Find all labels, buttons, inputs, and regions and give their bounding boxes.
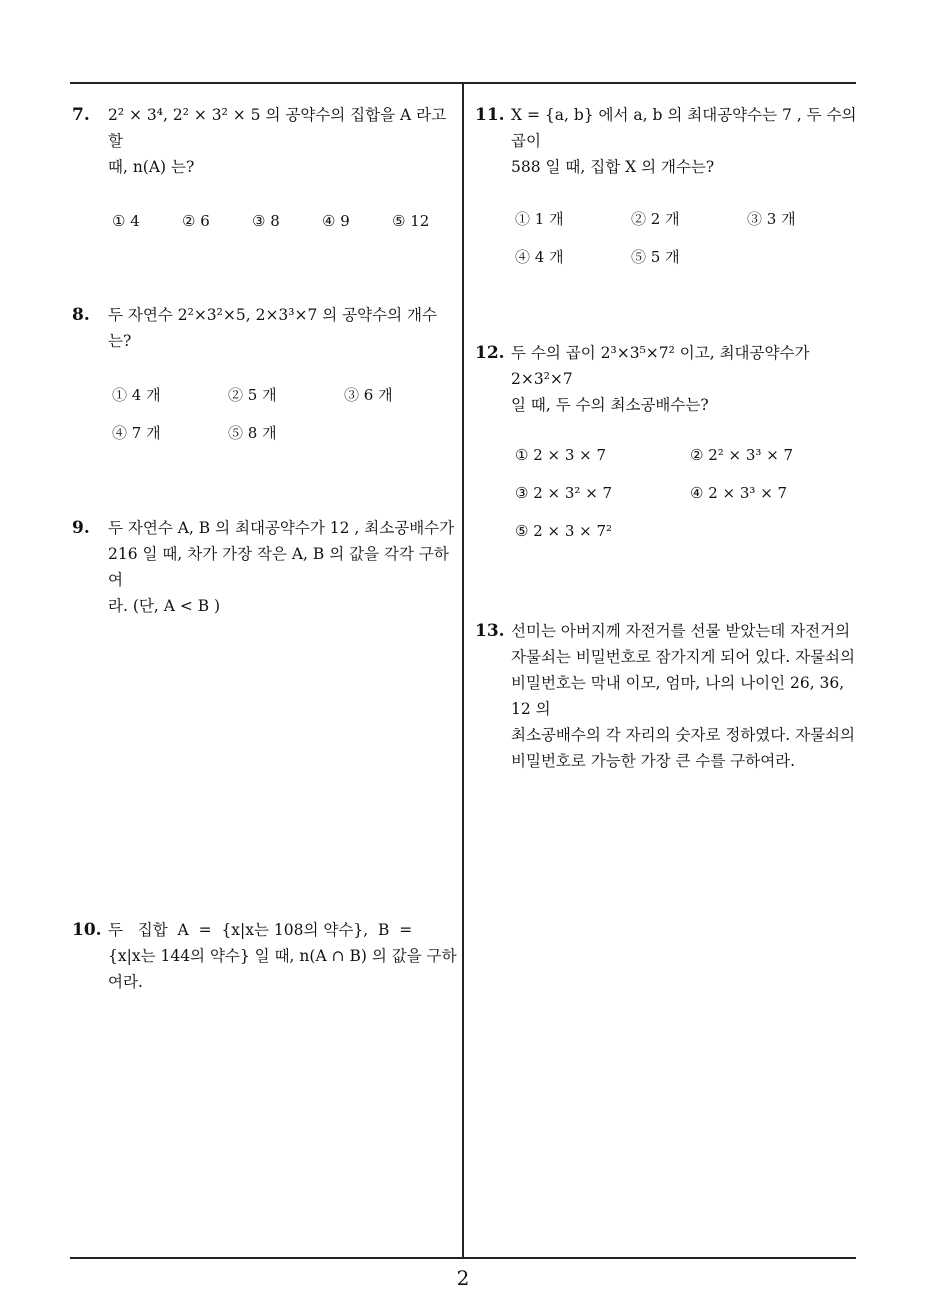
choice-list (112, 208, 458, 248)
choice-5[interactable]: ⑤ 12 (392, 212, 430, 230)
choice-5[interactable]: ⑤ 2 × 3 × 7² (515, 522, 613, 540)
choice-2[interactable]: ② 2² × 3³ × 7 (690, 446, 794, 464)
question-text: 2² × 3⁴, 2² × 3² × 5 의 공약수의 집합을 A 라고 할 (108, 106, 447, 150)
question-number: 12. (475, 343, 505, 363)
question-text: 일 때, 두 수의 최소공배수는? (511, 396, 709, 414)
question-text: 때, n(A) 는? (108, 158, 195, 176)
question-number: 11. (475, 105, 505, 125)
question-text: 비밀번호로 가능한 가장 큰 수를 구하여라. (511, 752, 796, 770)
choice-2[interactable]: ② 6 (182, 212, 210, 230)
question-number: 10. (72, 920, 102, 940)
question-9 (72, 515, 458, 619)
choice-5[interactable]: ⑤ 5 개 (631, 248, 680, 266)
choice-5[interactable]: ⑤ 8 개 (228, 424, 277, 442)
choice-3[interactable]: ③ 8 (252, 212, 280, 230)
bottom-rule (70, 1257, 856, 1259)
question-text: X = {a, b} 에서 a, b 의 최대공약수는 7 , 두 수의 곱이 (511, 106, 857, 150)
question-text: 최소공배수의 각 자리의 숫자로 정하였다. 자물쇠의 (511, 726, 855, 744)
choice-list (112, 382, 458, 462)
question-8 (72, 302, 458, 462)
question-text: 비밀번호는 막내 이모, 엄마, 나의 나이인 26, 36, 12 의 (511, 674, 845, 718)
choice-list (515, 442, 861, 562)
choice-list (515, 206, 861, 286)
choice-4[interactable]: ④ 4 개 (515, 248, 564, 266)
question-13 (475, 618, 861, 774)
question-number: 13. (475, 621, 505, 641)
question-10 (72, 917, 458, 995)
choice-1[interactable]: ① 2 × 3 × 7 (515, 446, 607, 464)
choice-3[interactable]: ③ 6 개 (344, 386, 393, 404)
question-text: 여라. (108, 973, 143, 991)
question-11 (475, 102, 861, 286)
choice-4[interactable]: ④ 2 × 3³ × 7 (690, 484, 788, 502)
choice-3[interactable]: ③ 3 개 (747, 210, 796, 228)
question-text: 두 집합 A = {x|x는 108의 약수}, B = (108, 921, 413, 939)
choice-1[interactable]: ① 1 개 (515, 210, 564, 228)
question-number: 8. (72, 305, 90, 325)
question-7 (72, 102, 458, 248)
choice-2[interactable]: ② 5 개 (228, 386, 277, 404)
question-text: 두 자연수 A, B 의 최대공약수가 12 , 최소공배수가 (108, 519, 455, 537)
question-text: 자물쇠는 비밀번호로 잠가지게 되어 있다. 자물쇠의 (511, 648, 855, 666)
choice-4[interactable]: ④ 9 (322, 212, 350, 230)
choice-2[interactable]: ② 2 개 (631, 210, 680, 228)
column-divider (462, 83, 464, 1258)
choice-4[interactable]: ④ 7 개 (112, 424, 161, 442)
choice-1[interactable]: ① 4 개 (112, 386, 161, 404)
page-number: 2 (456, 1266, 470, 1290)
choice-3[interactable]: ③ 2 × 3² × 7 (515, 484, 613, 502)
question-number: 9. (72, 518, 90, 538)
question-text: 588 일 때, 집합 X 의 개수는? (511, 158, 715, 176)
choice-1[interactable]: ① 4 (112, 212, 140, 230)
question-number: 7. (72, 105, 90, 125)
question-text: 라. (단, A < B ) (108, 597, 221, 615)
question-text: 선미는 아버지께 자전거를 선물 받았는데 자전거의 (511, 622, 851, 640)
question-text: 두 자연수 2²×3²×5, 2×3³×7 의 공약수의 개수는? (108, 306, 437, 350)
question-text: 두 수의 곱이 2³×3⁵×7² 이고, 최대공약수가 2×3²×7 (511, 344, 810, 388)
question-text: {x|x는 144의 약수} 일 때, n(A ∩ B) 의 값을 구하 (108, 947, 457, 965)
question-12 (475, 340, 861, 562)
question-text: 216 일 때, 차가 가장 작은 A, B 의 값을 각각 구하여 (108, 545, 449, 589)
